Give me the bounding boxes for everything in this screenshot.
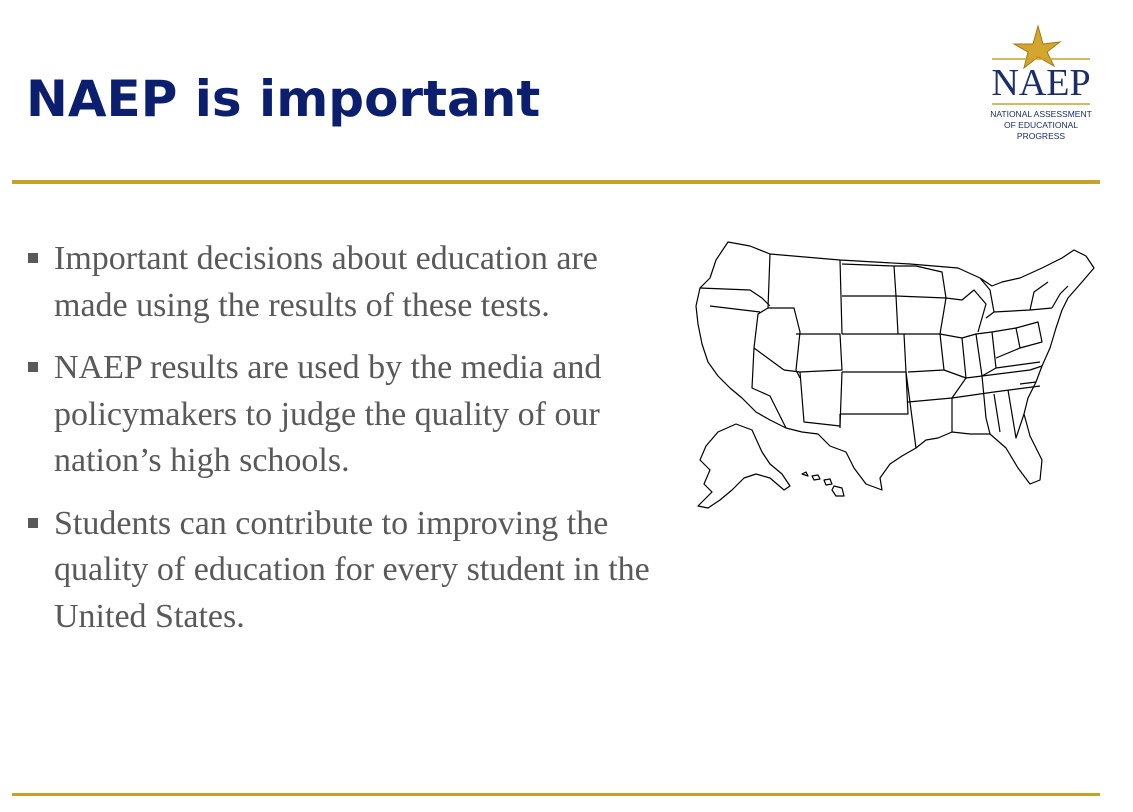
bullet-item bbox=[26, 345, 666, 485]
square-bullet-icon bbox=[28, 518, 38, 528]
naep-logo bbox=[988, 24, 1094, 148]
logo-tagline-3: PROGRESS bbox=[1016, 131, 1066, 141]
bottom-gold-rule bbox=[12, 793, 1100, 796]
slide-title: NAEP is important bbox=[26, 70, 541, 128]
bullet-text: NAEP results are used by the media and policymakers to judge the quality of our nation’s high schools. bbox=[54, 349, 602, 479]
hawaii-outline bbox=[802, 472, 844, 496]
bullet-item bbox=[26, 501, 666, 641]
logo-wordmark: NAEP bbox=[991, 62, 1091, 104]
logo-tagline-2: OF EDUCATIONAL bbox=[1004, 120, 1078, 130]
bullet-text: Important decisions about education are made using the results of these tests. bbox=[54, 240, 598, 324]
square-bullet-icon bbox=[28, 362, 38, 372]
bullet-list bbox=[26, 236, 666, 656]
bullet-text: Students can contribute to improving the quality of education for every student in the United States. bbox=[54, 504, 650, 635]
us-states-outline-map bbox=[690, 238, 1106, 510]
square-bullet-icon bbox=[28, 253, 38, 263]
logo-tagline-1: NATIONAL ASSESSMENT bbox=[990, 109, 1092, 119]
top-gold-rule bbox=[12, 180, 1100, 184]
bullet-item bbox=[26, 236, 666, 329]
alaska-outline bbox=[698, 424, 790, 508]
